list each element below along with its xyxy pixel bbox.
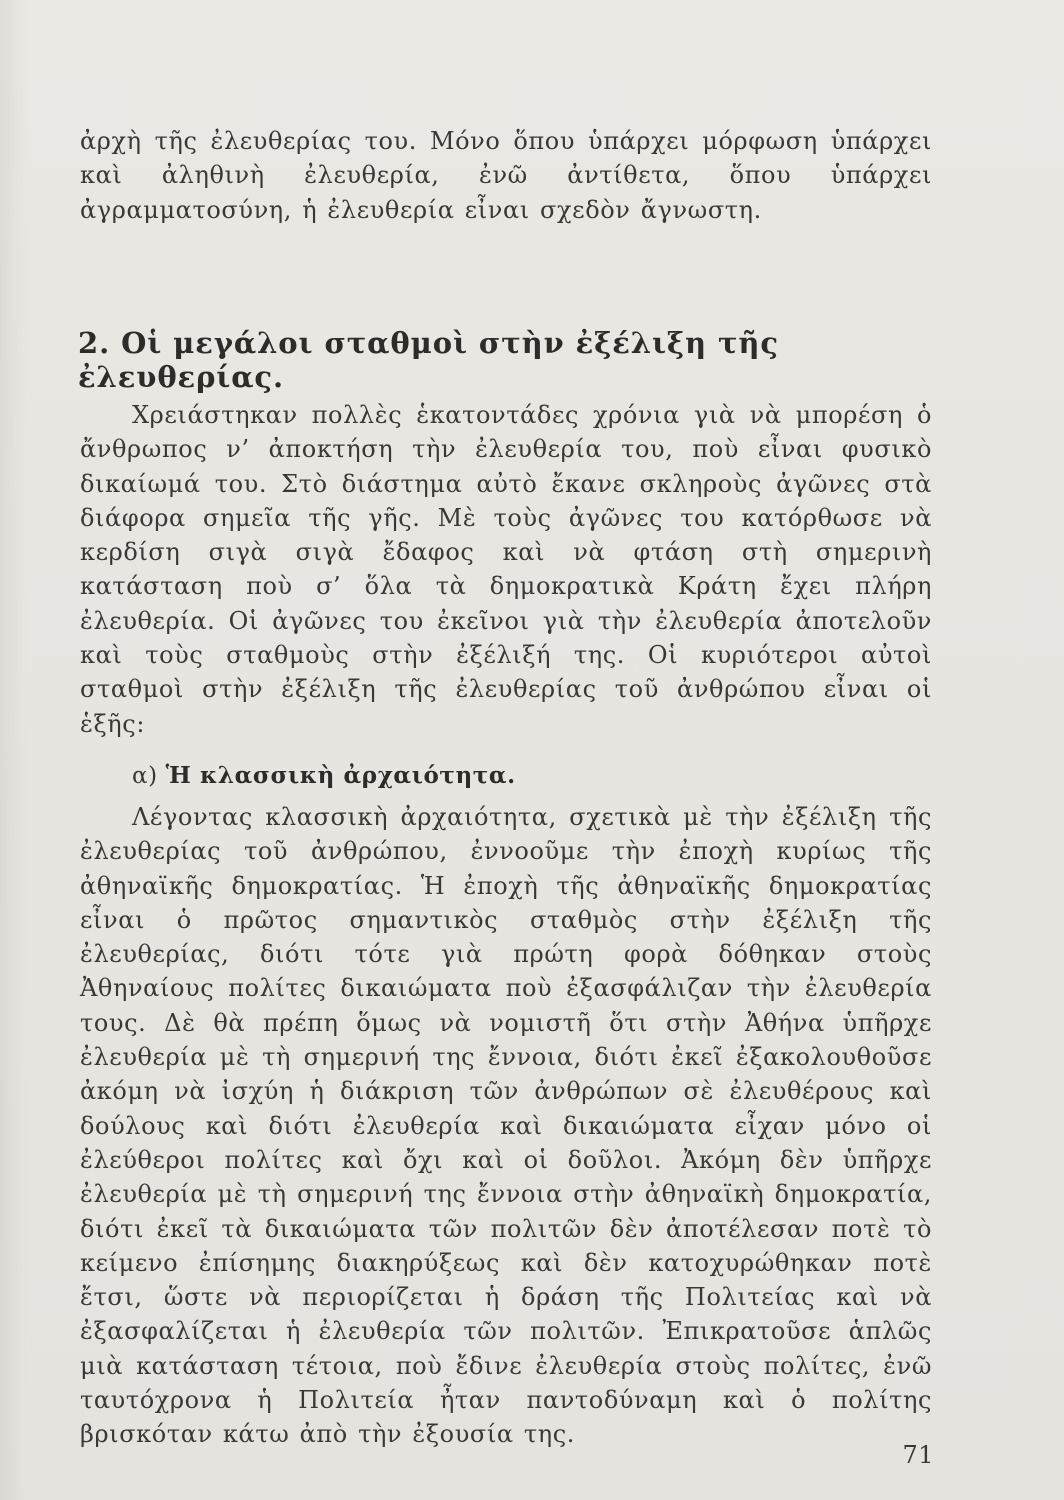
section-heading: 2. Οἱ μεγάλοι σταθμοὶ στὴν ἐξέλιξη τῆς ἐλευθερίας. [78,326,779,394]
binding-shadow [0,0,26,1500]
subsection-title: Ἡ κλασσικὴ ἀρχαιότητα. [165,762,516,789]
section-intro-paragraph: Χρειάστηκαν πολλὲς ἑκατοντάδες χρόνια γιὰ νὰ μπορέση ὁ ἄνθρωπος ν’ ἀποκτήση τὴν ἐλευθερία του, ποὺ εἶναι φυσικὸ δικαίωμά του. Στὸ διάστημα αὐτὸ ἔκανε σκληροὺς ἀγῶνες στὰ διάφορα σημεῖα τῆς γῆς. Μὲ τοὺς ἀγῶνες του κατόρθωσε νὰ κερδίση σιγὰ σιγὰ ἔδαφος καὶ νὰ φτάση στὴ σημερινὴ κατάσταση ποὺ σ’ ὅλα τὰ δημοκρατικὰ Κράτη ἔχει πλήρη ἐλευθερία. Οἱ ἀγῶνες του ἐκεῖνοι γιὰ τὴν ἐλευθερία ἀποτελοῦν καὶ τοὺς σταθμοὺς στὴν ἐξέλιξή της. Οἱ κυριότεροι αὐτοὶ σταθμοὶ στὴν ἐξέλιξη τῆς ἐλευθερίας τοῦ ἀνθρώπου εἶναι οἱ ἑξῆς: [80,401,932,738]
subsection-paragraph: Λέγοντας κλασσικὴ ἀρχαιότητα, σχετικὰ μὲ τὴν ἐξέλιξη τῆς ἐλευθερίας τοῦ ἀνθρώπου, ἐννοοῦμε τὴν ἐποχὴ κυρίως τῆς ἀθηναϊκῆς δημοκρατίας. Ἡ ἐποχὴ τῆς ἀθηναϊκῆς δημοκρατίας εἶναι ὁ πρῶτος σημαντικὸς σταθμὸς στὴν ἐξέλιξη τῆς ἐλευθερίας, διότι τότε γιὰ πρώτη φορὰ δόθηκαν στοὺς Ἀθηναίους πολίτες δικαιώματα ποὺ ἐξασφάλιζαν τὴν ἐλευθερία τους. Δὲ θὰ πρέπη ὅμως νὰ νομιστῆ ὅτι στὴν Ἀθήνα ὑπῆρχε ἐλευθερία μὲ τὴ σημερινή της ἔννοια, διότι ἐκεῖ ἐξακολουθοῦσε ἀκόμη νὰ ἰσχύη ἡ διάκριση τῶν ἀνθρώπων σὲ ἐλευθέρους καὶ δούλους καὶ διότι ἐλευθερία καὶ δικαιώματα εἶχαν μόνο οἱ ἐλεύθεροι πολίτες καὶ ὄχι καὶ οἱ δοῦλοι. Ἀκόμη δὲν ὑπῆρχε ἐλευθερία μὲ τὴ σημερινή της ἔννοια στὴν ἀθηναϊκὴ δημοκρατία, διότι ἐκεῖ τὰ δικαιώματα τῶν πολιτῶν δὲν ἀποτέλεσαν ποτὲ τὸ κείμενο ἐπίσημης διακηρύξεως καὶ δὲν κατοχυρώθηκαν ποτὲ ἔτσι, ὥστε νὰ περιορίζεται ἡ δράση τῆς Πολιτείας καὶ νὰ ἐξασφαλίζεται ἡ ἐλευθερία τῶν πολιτῶν. Ἐπικρατοῦσε ἁπλῶς μιὰ κατάσταση τέτοια, ποὺ ἔδινε ἐλευθερία στοὺς πολίτες, ἐνῶ ταυτόχρονα ἡ Πολιτεία ἦταν παντοδύναμη καὶ ὁ πολίτης βρισκόταν κάτω ἀπὸ τὴν ἐξουσία της. [80,803,932,1449]
subsection-heading [132,762,516,789]
paragraph-continuation: ἀρχὴ τῆς ἐλευθερίας του. Μόνο ὅπου ὑπάρχει μόρφωση ὑπάρχει καὶ ἀληθινὴ ἐλευθερία, ἐνῶ ἀντίθετα, ὅπου ὑπάρχει ἀγραμματοσύνη, ἡ ἐλευθερία εἶναι σχεδὸν ἄγνωστη. [80,127,932,224]
page-number: 71 [902,1441,934,1469]
subsection-label: α) [132,763,158,789]
